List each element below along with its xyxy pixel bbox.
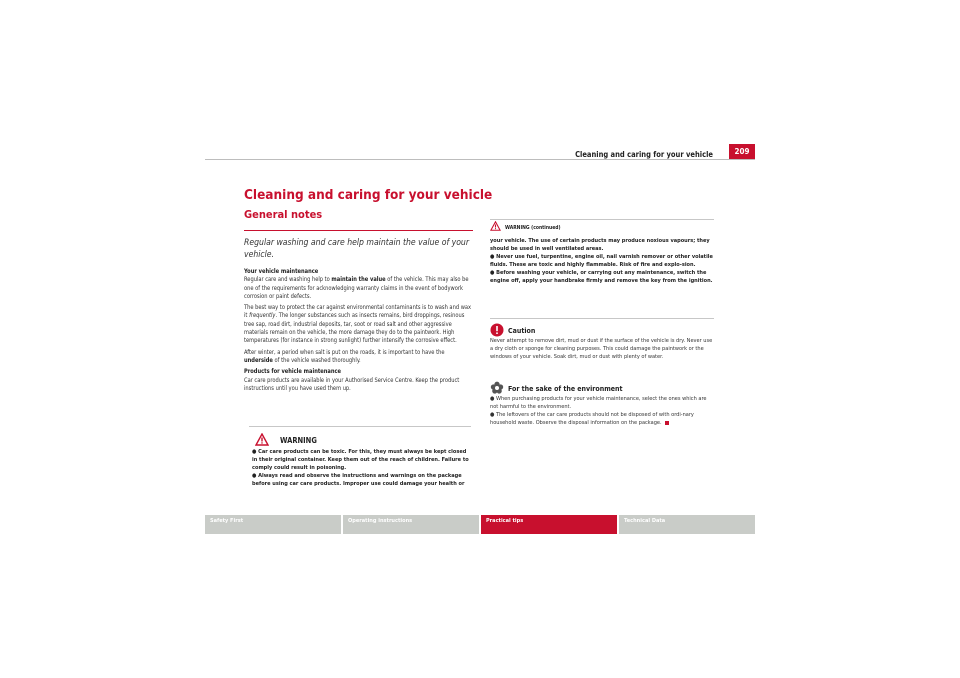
text-run: of the vehicle washed thoroughly. (272, 357, 361, 364)
page-number: 209 (729, 144, 755, 160)
bullet-icon: ● (490, 270, 497, 277)
bullet-icon: ● (490, 254, 497, 261)
bullet-text: Before washing your vehicle, or carrying out any maintenance, switch the engine off, apply your handbrake firmly and remove the key from the ignition. (490, 270, 713, 285)
header-rule (205, 159, 755, 160)
text-run: of the vehicle. This may also be one of the requirements for acknowledging warranty claims in the event of bodywork corrosion or paint defects. (244, 277, 469, 300)
warning-triangle-icon (255, 433, 269, 446)
text-run: The best way to protect the car against environmental contaminants is to wash and wax it (244, 305, 472, 320)
bullet-icon: ● (252, 473, 259, 480)
tab-practical-tips[interactable]: Practical tips (481, 515, 617, 534)
bullet-text: The leftovers of the car care products should not be disposed of with ordi-nary household waste. Observe the disposal information on the package. (490, 412, 694, 427)
bullet-text: Car care products can be toxic. For this, they must always be kept closed in their original container. Keep them out of the reach of children. Failure to comply could result in poisoning. (252, 449, 469, 472)
warning-continued-title: WARNING (continued) (505, 225, 561, 231)
bullet-text: Never use fuel, turpentine, engine oil, nail varnish remover or other volatile fluids. These are toxic and highly flammable. Risk of fire and explo-sion. (490, 254, 713, 269)
caution-text: Never attempt to remove dirt, mud or dust if the surface of the vehicle is dry. Never use a dry cloth or sponge for cleaning purposes. This could damage the paintwork or the windows of your vehicle. Soak dirt, mud or dust with plenty of water. (490, 338, 713, 361)
warning-bullet (490, 253, 714, 269)
bullet-icon: ● (490, 396, 496, 402)
text-run: . The longer substances such as insects remains, bird droppings, resinous tree sap, road dirt, industrial deposits, tar, soot or road salt and other aggressive materials remain on the vehicle, the more damage they do to the paintwork. High temperatures (for instance in strong sunlight) further intensify the corrosive effect. (244, 313, 465, 345)
warning-continued-box (490, 219, 714, 288)
caution-icon (490, 323, 504, 337)
environment-body (490, 395, 714, 427)
environment-flower-icon (490, 381, 504, 395)
italic-text: frequently (249, 313, 276, 320)
text-run: After winter, a period when salt is put on the roads, it is important to have the (244, 349, 445, 356)
bullet-icon: ● (252, 449, 259, 455)
warning-triangle-icon (490, 221, 501, 231)
maintenance-paragraph-2 (244, 304, 474, 345)
warning-continued-text: your vehicle. The use of certain products may produce noxious vapours; they should be used in well ventilated areas. (490, 238, 710, 253)
bullet-text: Always read and observe the instructions and warnings on the package before using car care products. Improper use could damage your health or (252, 473, 465, 488)
warning-title: WARNING (280, 436, 317, 445)
maintenance-paragraph-3 (244, 349, 474, 366)
caution-title: Caution (508, 327, 536, 335)
left-column (244, 268, 474, 396)
maintenance-paragraph-1 (244, 276, 474, 301)
warning-header (249, 432, 471, 448)
running-title: Cleaning and caring for your vehicle (575, 150, 713, 159)
page-title: Cleaning and caring for your vehicle (244, 187, 493, 203)
tab-operating-instructions[interactable]: Operating instructions (343, 515, 479, 534)
bullet-icon: ● (490, 412, 496, 419)
end-of-section-icon (665, 421, 669, 425)
emphasis-text: maintain the value (331, 277, 386, 284)
footer-nav (205, 515, 755, 534)
warning-bullet (252, 472, 471, 488)
warning-bottom-rule (490, 318, 714, 319)
products-heading: Products for vehicle maintenance (244, 369, 342, 376)
warning-body (252, 448, 471, 488)
warning-bullet (252, 448, 471, 472)
emphasis-text: underside (244, 357, 273, 364)
environment-bullet (490, 395, 714, 411)
environment-bullet (490, 411, 714, 427)
products-paragraph: Car care products are available in your Authorised Service Centre. Keep the product instructions until you have used them up. (244, 377, 460, 392)
text-run: Regular care and washing help to (244, 277, 332, 284)
maintenance-heading: Your vehicle maintenance (244, 269, 319, 275)
warning-box (249, 426, 471, 496)
warning-continued-header (490, 220, 714, 231)
section-title: General notes (244, 208, 323, 221)
warning-bullet (490, 269, 714, 285)
bullet-text: When purchasing products for your vehicle maintenance, select the ones which are not harmful to the environment. (490, 396, 707, 411)
tab-technical-data[interactable]: Technical Data (619, 515, 755, 534)
tab-safety-first[interactable]: Safety First (205, 515, 341, 534)
section-rule (244, 230, 473, 231)
warning-continued-body (490, 237, 714, 288)
section-intro: Regular washing and care help maintain the value of your vehicle. (244, 238, 470, 260)
environment-title: For the sake of the environment (508, 385, 623, 393)
